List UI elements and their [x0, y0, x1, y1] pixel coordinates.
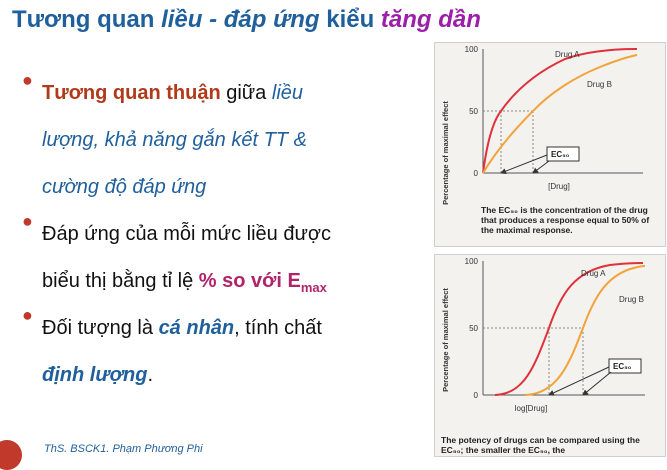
- bullet-dot-icon: ●: [22, 70, 33, 90]
- chart-1-ylabel: Percentage of maximal effect: [441, 101, 450, 205]
- bullet-1-italic-1: liều: [271, 82, 304, 104]
- bullet-1-italic-2: lượng, khả năng gắn kết TT &: [42, 129, 307, 151]
- chart-1-legend-drug-a: Drug A: [555, 50, 580, 59]
- chart-2-ytick-50: 50: [469, 324, 478, 333]
- chart-2-legend-drug-b: Drug B: [619, 295, 644, 304]
- chart-1-arrow-a: [501, 155, 547, 173]
- bullet-1: [22, 70, 412, 211]
- bullet-dot-icon: ●: [22, 211, 33, 231]
- chart-2-ylabel: Percentage of maximal effect: [441, 288, 450, 392]
- chart-2-ytick-0: 0: [473, 391, 478, 400]
- chart-2-ytick-100: 100: [464, 257, 478, 266]
- title-part3: kiểu: [319, 6, 381, 33]
- bullet-3-ca-nhan: cá nhân: [158, 317, 235, 339]
- chart-1-xlabel: [Drug]: [548, 182, 570, 191]
- chart-2-series-drug-b: [525, 266, 645, 395]
- chart-1-legend-drug-b: Drug B: [587, 80, 612, 89]
- bullet-1-text: giữa: [220, 82, 272, 104]
- title-part1: Tương quan: [12, 6, 162, 33]
- bullet-2-line-1: Đáp ứng của mỗi mức liều được: [42, 223, 331, 245]
- bullet-2-line-2a: biểu thị bằng tỉ lệ: [42, 270, 199, 292]
- bullet-list: [22, 70, 412, 399]
- footer: [0, 440, 300, 455]
- bullet-3-line-1a: Đối tượng là: [42, 317, 159, 339]
- bullet-dot-icon: ●: [22, 305, 33, 325]
- footer-circle-icon: [0, 440, 22, 470]
- bullet-3: [22, 305, 412, 399]
- bullet-1-bold: Tương quan thuận: [42, 82, 221, 104]
- chart-1-ec50-label: EC₅₀: [551, 150, 570, 159]
- bullet-2-emax-sub: max: [300, 280, 327, 295]
- chart-1-ytick-0: 0: [473, 169, 478, 178]
- bullet-3-dinh-luong: định lượng: [42, 364, 148, 386]
- chart-2-svg: [435, 255, 665, 456]
- chart-1-ytick-100: 100: [464, 45, 478, 54]
- chart-panel-2: [434, 254, 666, 457]
- bullet-3-period: .: [147, 364, 154, 386]
- bullet-3-line-1c: , tính chất: [234, 317, 322, 339]
- chart-1-ytick-50: 50: [469, 107, 478, 116]
- chart-2-ec50-label: EC₅₀: [613, 362, 632, 371]
- chart-1-arrow-b: [533, 161, 549, 173]
- chart-2-caption: The potency of drugs can be compared using the EC₅₀; the smaller the EC₅₀, the: [441, 435, 640, 455]
- title-part2: liều - đáp ứng: [161, 6, 320, 33]
- chart-1-caption: The EC₅₀ is the concentration of the drug that produces a response equal to 50% of the maximal response.: [481, 205, 650, 235]
- chart-panel-1: [434, 42, 666, 247]
- chart-2-series-drug-a: [495, 263, 643, 395]
- bullet-2: [22, 211, 412, 305]
- chart-2-legend-drug-a: Drug A: [581, 269, 606, 278]
- title-part4: tăng dần: [380, 6, 481, 33]
- bullet-1-italic-3: cường độ đáp ứng: [42, 176, 207, 198]
- chart-2-arrow-b: [583, 372, 611, 395]
- bullet-2-emax: % so với E: [198, 270, 301, 292]
- slide-title: [12, 6, 481, 34]
- footer-author: ThS. BSCK1. Phạm Phương Phi: [44, 443, 203, 455]
- chart-2-xlabel: log[Drug]: [514, 404, 548, 413]
